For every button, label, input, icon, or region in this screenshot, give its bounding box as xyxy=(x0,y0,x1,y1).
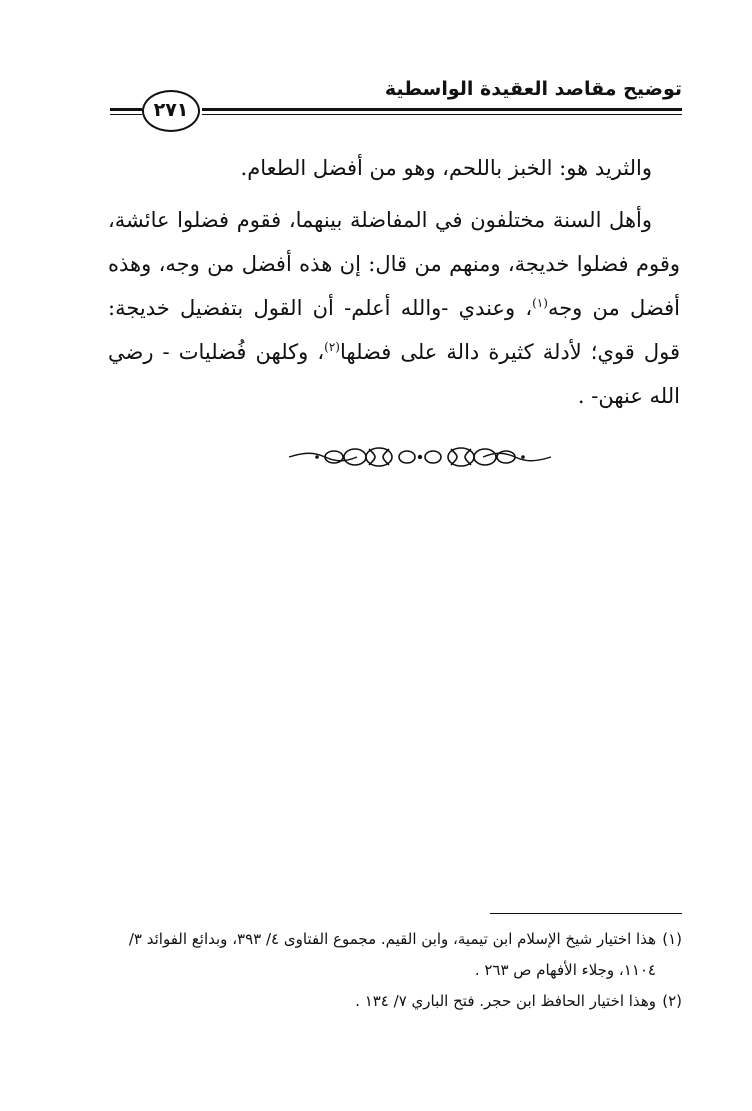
main-text xyxy=(108,146,680,418)
footnote-text-1: هذا اختيار شيخ الإسلام ابن تيمية، وابن القيم. مجموع الفتاوى ٤/ ٣٩٣، وبدائع الفوائد ٣/ ١١٠٤، وجلاء الأفهام ص ٢٦٣ . xyxy=(128,930,656,979)
paragraph-2-part-1: وأهل السنة مختلفون في المفاضلة بينهما، فقوم فضلوا عائشة، وقوم فضلوا خديجة، ومنهم من قال: إن هذه أفضل من وجه، وهذه أفضل من وجه xyxy=(108,208,680,320)
left-header-rule-thick xyxy=(110,108,142,111)
page-header xyxy=(110,72,682,132)
footnote-reference-1[interactable]: (١) xyxy=(532,296,548,310)
book-title: توضيح مقاصد العقيدة الواسطية xyxy=(384,78,682,100)
footnotes xyxy=(104,924,682,1017)
footnote-1 xyxy=(104,924,682,986)
paragraph-2-part-3: ، وكلهن فُضليات - رضي الله عنهن- . xyxy=(108,340,680,408)
footnote-marker-1: (١) xyxy=(662,930,682,948)
paragraph-2-part-2: ، وعندي -والله أعلم- أن القول بتفضيل خديجة: قول قوي؛ لأدلة كثيرة دالة على فضلها xyxy=(108,296,680,364)
header-rule-thick xyxy=(202,108,682,111)
footnote-marker-2: (٢) xyxy=(662,992,682,1010)
footnote-reference-2[interactable]: (٢) xyxy=(324,340,340,354)
paragraph-1: والثريد هو: الخبز باللحم، وهو من أفضل الطعام. xyxy=(240,156,652,180)
page-number: ٢٧١ xyxy=(142,90,200,132)
left-header-rule-thin xyxy=(110,114,142,115)
paragraph-2 xyxy=(108,198,680,418)
ornamental-divider xyxy=(287,444,553,470)
footnote-text-2: وهذا اختيار الحافظ ابن حجر. فتح الباري ٧/ ١٣٤ . xyxy=(355,992,656,1010)
footnote-2 xyxy=(104,986,682,1017)
header-rule-thin xyxy=(202,114,682,115)
footnote-separator xyxy=(490,913,682,914)
